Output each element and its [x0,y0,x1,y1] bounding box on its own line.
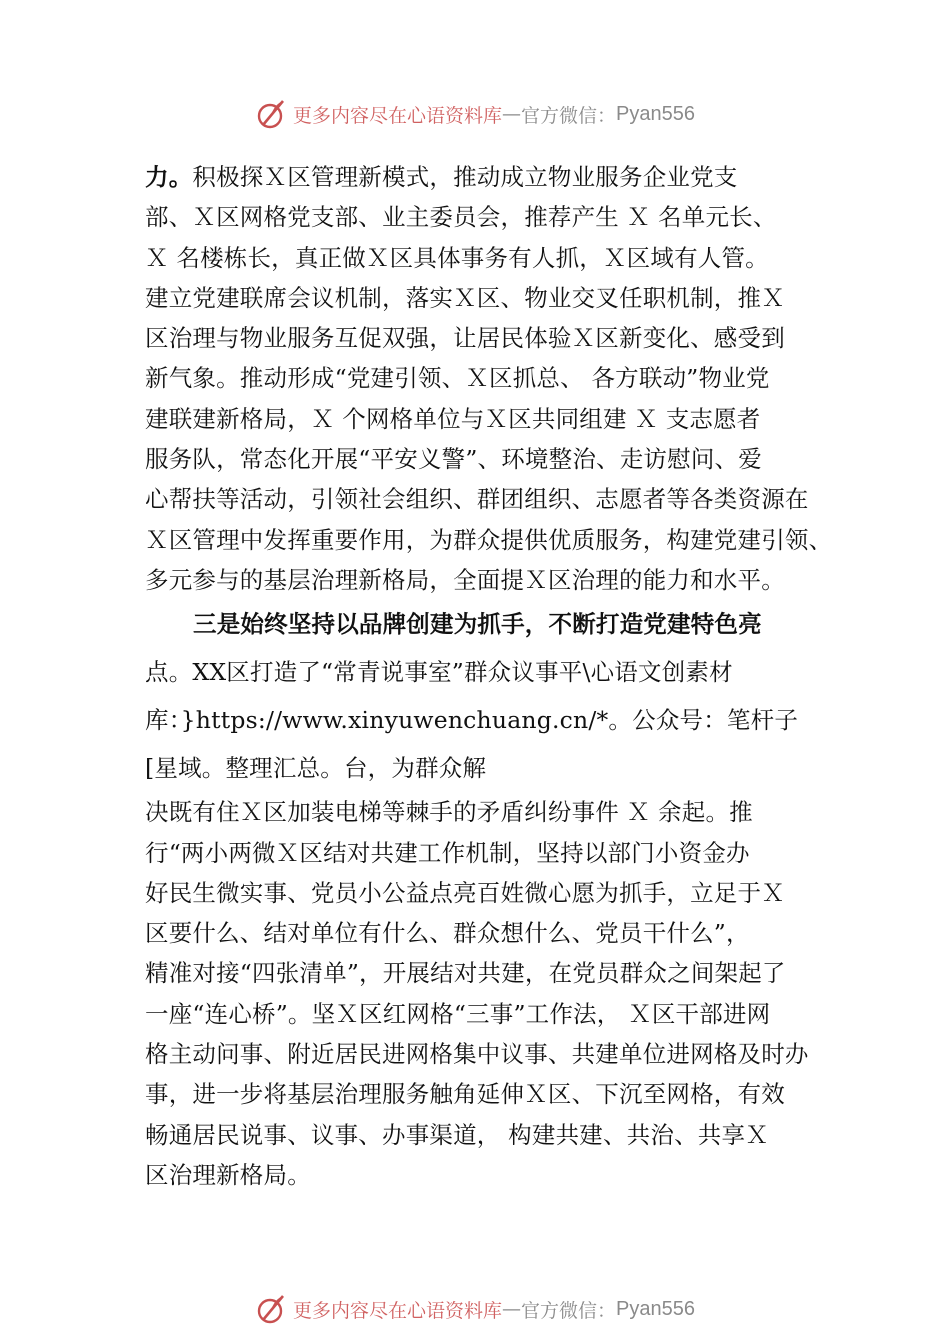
text-line: 格主动问事、附近居民进网格集中议事、共建单位进网格及时办 [145,1040,809,1069]
text-line: 精准对接“四张清单”，开展结对共建，在党员群众之间架起了 [145,959,786,988]
text-line: 心帮扶等活动，引领社会组织、群团组织、志愿者等各类资源在 [145,485,809,514]
banner-dash: — [502,1298,522,1320]
section-heading: 三是始终坚持以品牌创建为抓手，不断打造党建特色亮 [193,610,762,639]
quill-logo-icon [255,97,289,131]
text-line: 一座“连心桥”。坚Ｘ区红网格“三事”工作法， Ｘ区干部进网 [145,999,771,1028]
bold-lead: 力。 [145,163,193,191]
footer-banner [0,1289,950,1329]
text-line: 决既有住Ｘ区加装电梯等棘手的矛盾纠纷事件 Ｘ 余起。推 [145,798,753,827]
banner-library-text: 更多内容尽在心语资料库 [293,1299,503,1322]
text-line: 多元参与的基层治理新格局，全面提Ｘ区治理的能力和水平。 [145,565,785,594]
document-body [145,157,845,1195]
text-line: 库：}https://www.xinyuwenchuang.cn/*。公众号：笔杆子 [145,706,799,735]
text-line: 区治理新格局。 [145,1160,311,1189]
quill-logo-icon [255,1292,289,1326]
banner-wechat-label: 官方微信： [521,104,617,127]
text-line: [星域。整理汇总。台，为群众解 [145,754,487,783]
text-line: 建联建新格局，Ｘ 个网格单位与Ｘ区共同组建 Ｘ 支志愿者 [145,404,761,433]
banner-wechat-id: Pyan556 [616,1297,695,1320]
text-line: 区治理与物业服务互促双强，让居民体验Ｘ区新变化、感受到 [145,324,785,353]
banner-dash: — [502,103,522,125]
text-line: 部、Ｘ区网格党支部、业主委员会，推荐产生 Ｘ 名单元长、 [145,203,777,232]
text-line: 事，进一步将基层治理服务触角延伸Ｘ区、下沉至网格，有效 [145,1080,785,1109]
text-line: 畅通居民说事、议事、办事渠道， 构建共建、共治、共享Ｘ [145,1120,769,1149]
banner-wechat-label: 官方微信： [521,1299,617,1322]
text-line: 建立党建联席会议机制，落实Ｘ区、物业交叉任职机制，推Ｘ [145,283,785,312]
text-line: Ｘ 名楼栋长，真正做Ｘ区具体事务有人抓，Ｘ区域有人管。 [145,243,769,272]
text-line: Ｘ区管理中发挥重要作用，为群众提供优质服务，构建党建引领、 [145,525,833,554]
text-line: 服务队，常态化开展“平安义警”、环境整治、走访慰问、爱 [145,445,762,474]
text-line: 行“两小两微Ｘ区结对共建工作机制，坚持以部门小资金办 [145,838,750,867]
banner-wechat-id: Pyan556 [616,102,695,125]
banner-library-text: 更多内容尽在心语资料库 [293,104,503,127]
text-line [145,157,845,197]
text-line: 区要什么、结对单位有什么、群众想什么、党员干什么”， [145,919,750,948]
header-banner [0,94,950,134]
text-line: 点。XX区打造了“常青说事室”群众议事平\心语文创素材 [145,658,733,687]
text-line: 新气象。推动形成“党建引领、Ｘ区抓总、 各方联动”物业党 [145,364,770,393]
text-line: 好民生微实事、党员小公益点亮百姓微心愿为抓手，立足于Ｘ [145,878,785,907]
line-text: 积极探Ｘ区管理新模式，推动成立物业服务企业党支 [192,163,738,191]
